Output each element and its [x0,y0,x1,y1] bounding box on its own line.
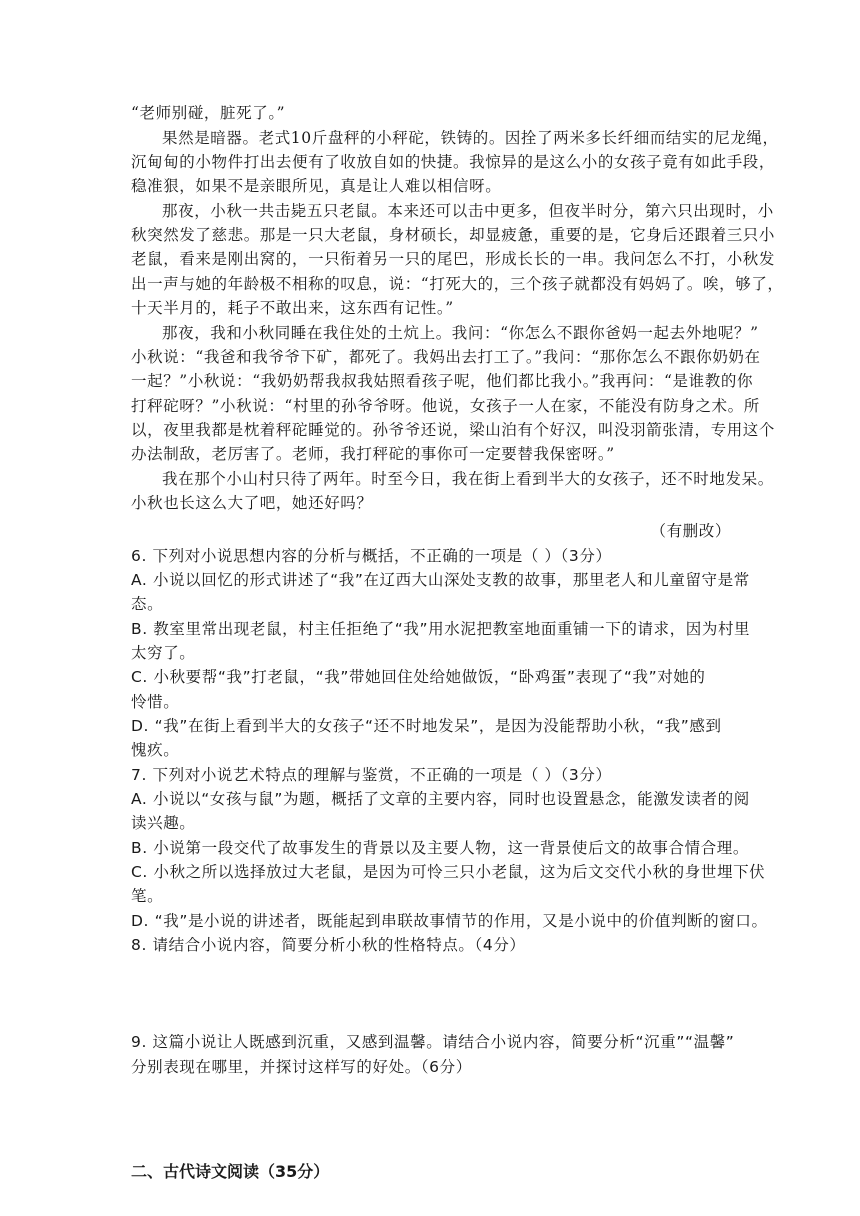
story-line: 办法制敌，老厉害了。老师，我打秤砣的事你可一定要替我保密呀。” [131,445,615,463]
question-8: 8. 请结合小说内容，简要分析小秋的性格特点。（4分） [131,936,526,954]
question-7-stem: 7. 下列对小说艺术特点的理解与鉴赏，不正确的一项是（ ）（3分） [131,766,612,784]
section-2-heading: 二、古代诗文阅读（35分） [131,1162,330,1181]
question-6-option-b: B. 教室里常出现老鼠，村主任拒绝了“我”用水泥把教室地面重铺一下的请求，因为村里 [131,620,751,638]
story-line: 出一声与她的年龄极不相称的叹息，说：“打死大的，三个孩子就都没有妈妈了。唉，够了， [131,275,784,293]
question-9-cont: 分别表现在哪里，并探讨这样写的好处。（6分） [131,1058,472,1076]
question-6-stem: 6. 下列对小说思想内容的分析与概括，不正确的一项是（ ）（3分） [131,547,612,565]
story-line: 一起？”小秋说：“我奶奶帮我叔我姑照看孩子呢，他们都比我小。”我再问：“是谁教的你 [131,372,754,390]
question-7-option-c-cont: 笔。 [131,887,164,905]
story-line: 老鼠，看来是刚出窝的，一只衔着另一只的尾巴，形成长长的一串。我问怎么不打，小秋发 [131,250,776,268]
story-line: 果然是暗器。老式10斤盘秤的小秤砣，铁铸的。因拴了两米多长纤细而结实的尼龙绳， [162,129,779,147]
question-7-option-c: C. 小秋之所以选择放过大老鼠，是因为可怜三只小老鼠，这为后文交代小秋的身世埋下伏 [131,863,766,881]
story-line: 沉甸甸的小物件打出去便有了收放自如的快捷。我惊异的是这么小的女孩子竟有如此手段， [131,153,776,171]
question-6-option-a: A. 小说以回忆的形式讲述了“我”在辽西大山深处支教的故事，那里老人和儿童留守是常 [131,571,750,589]
story-line: 秋突然发了慈悲。那是一只大老鼠，身材硕长，却显疲惫，重要的是，它身后还跟着三只小 [131,226,776,244]
question-6-option-a-cont: 态。 [131,595,164,613]
story-line: 十天半月的，耗子不敢出来，这东西有记性。” [131,299,454,317]
source-note: （有删改） [650,522,731,540]
story-paragraph-quote: “老师别碰，脏死了。” [131,104,286,122]
question-7-option-d: D. “我”是小说的讲述者，既能起到串联故事情节的作用，又是小说中的价值判断的窗口。 [131,912,768,930]
question-6-option-d-cont: 愧疚。 [131,741,180,759]
story-line: 小秋说：“我爸和我爷爷下矿，都死了。我妈出去打工了。”我问：“那你怎么不跟你奶奶在 [131,348,761,366]
story-line: 稳准狠，如果不是亲眼所见，真是让人难以相信呀。 [131,177,502,195]
story-line: 我在那个小山村只待了两年。时至今日，我在街上看到半大的女孩子，还不时地发呆。 [162,470,774,488]
story-line: 那夜，小秋一共击毙五只老鼠。本来还可以击中更多，但夜半时分，第六只出现时，小 [162,202,774,220]
question-7-option-a: A. 小说以“女孩与鼠”为题，概括了文章的主要内容，同时也设置悬念，能激发读者的阅 [131,790,750,808]
question-6-option-b-cont: 太穷了。 [131,644,196,662]
question-7-option-b: B. 小说第一段交代了故事发生的背景以及主要人物，这一背景使后文的故事合情合理。 [131,839,749,857]
question-6-option-d: D. “我”在街上看到半大的女孩子“还不时地发呆”，是因为没能帮助小秋，“我”感到 [131,717,722,735]
question-6-option-c: C. 小秋要帮“我”打老鼠，“我”带她回住处给她做饭，“卧鸡蛋”表现了“我”对她的 [131,668,706,686]
question-6-option-c-cont: 怜惜。 [131,693,180,711]
story-line: 以，夜里我都是枕着秤砣睡觉的。孙爷爷还说，梁山泊有个好汉，叫没羽箭张清，专用这个 [131,421,776,439]
question-9: 9. 这篇小说让人既感到沉重，又感到温馨。请结合小说内容，简要分析“沉重”“温馨” [131,1033,735,1051]
story-line: 打秤砣呀？”小秋说：“村里的孙爷爷呀。他说，女孩子一人在家，不能没有防身之术。所 [131,397,760,415]
question-7-option-a-cont: 读兴趣。 [131,814,196,832]
story-line: 小秋也长这么大了吧，她还好吗？ [131,494,373,512]
story-line: 那夜，我和小秋同睡在我住处的土炕上。我问：“你怎么不跟你爸妈一起去外地呢？” [162,324,759,342]
